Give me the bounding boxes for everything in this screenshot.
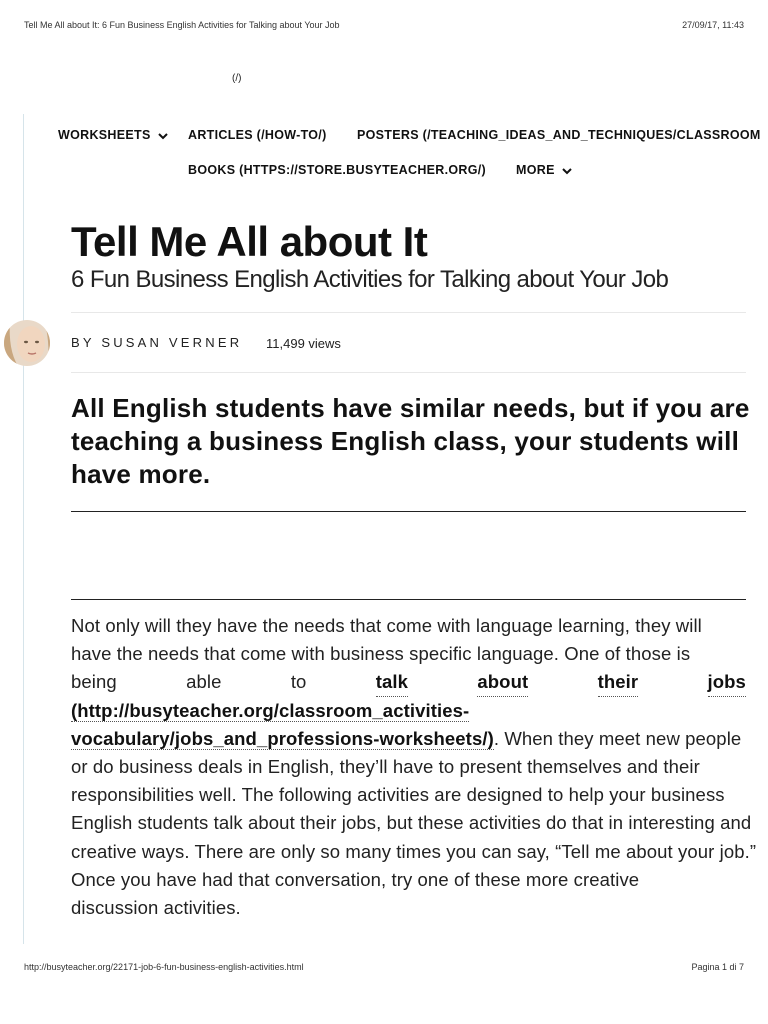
body-line: or do business deals in English, they’ll have to present themselves and their bbox=[71, 755, 700, 777]
print-header-datetime: 27/09/17, 11:43 bbox=[682, 20, 744, 30]
nav-item-books[interactable]: BOOKS (HTTPS://STORE.BUSYTEACHER.ORG/) bbox=[188, 163, 486, 177]
nav-item-posters[interactable]: POSTERS (/TEACHING_IDEAS_AND_TECHNIQUES/CLASSROOM bbox=[357, 128, 761, 142]
jobs-link-word[interactable]: their bbox=[598, 668, 639, 696]
view-count: 11,499 views bbox=[266, 336, 341, 351]
main-nav bbox=[58, 128, 768, 187]
body-text: . When they meet new people bbox=[493, 727, 742, 749]
divider bbox=[71, 312, 746, 313]
jobs-link-url[interactable]: vocabulary/jobs_and_professions-worksheets/) bbox=[71, 727, 494, 749]
nav-row-1 bbox=[58, 128, 768, 152]
word: being bbox=[71, 671, 117, 693]
body-line bbox=[71, 668, 746, 696]
body-line bbox=[71, 697, 768, 725]
article-body bbox=[71, 612, 768, 922]
jobs-link-word[interactable]: about bbox=[477, 668, 528, 696]
word: able bbox=[186, 671, 222, 693]
body-line: responsibilities well. The following activities are designed to help your business bbox=[71, 784, 725, 806]
body-line: discussion activities. bbox=[71, 896, 241, 918]
nav-item-more[interactable] bbox=[516, 163, 572, 177]
print-footer-page: Pagina 1 di 7 bbox=[691, 962, 744, 972]
article-title: Tell Me All about It bbox=[71, 218, 428, 265]
left-border bbox=[23, 114, 24, 944]
print-header-title: Tell Me All about It: 6 Fun Business English Activities for Talking about Your Job bbox=[24, 20, 340, 30]
divider bbox=[71, 372, 746, 373]
chevron-down-icon bbox=[158, 128, 168, 142]
nav-row-2 bbox=[58, 163, 768, 187]
nav-item-articles[interactable]: ARTICLES (/HOW-TO/) bbox=[188, 128, 327, 142]
article-subtitle: 6 Fun Business English Activities for Talking about Your Job bbox=[71, 266, 669, 293]
ad-rule-top bbox=[71, 511, 746, 512]
print-footer-url: http://busyteacher.org/22171-job-6-fun-business-english-activities.html bbox=[24, 962, 304, 972]
nav-label-worksheets: WORKSHEETS bbox=[58, 128, 151, 142]
author-avatar bbox=[4, 320, 50, 366]
home-link[interactable]: (/) bbox=[232, 73, 242, 84]
jobs-link-url[interactable]: (http://busyteacher.org/classroom_activities- bbox=[71, 699, 470, 721]
nav-label-more: MORE bbox=[516, 163, 555, 177]
body-line: Not only will they have the needs that come with language learning, they will bbox=[71, 615, 702, 636]
body-line: Once you have had that conversation, try one of these more creative bbox=[71, 868, 640, 890]
body-line: creative ways. There are only so many times you can say, “Tell me about your job.” bbox=[71, 840, 757, 862]
word: to bbox=[290, 671, 307, 693]
body-line: English students talk about their jobs, but these activities do that in interesting and bbox=[71, 812, 752, 834]
jobs-link-word[interactable]: talk bbox=[376, 668, 408, 696]
ad-rule-bottom bbox=[71, 599, 746, 600]
chevron-down-icon bbox=[562, 163, 572, 177]
body-line bbox=[71, 725, 768, 753]
nav-item-worksheets[interactable] bbox=[58, 128, 168, 142]
author-byline[interactable]: BY SUSAN VERNER bbox=[71, 335, 243, 350]
jobs-link-word[interactable]: jobs bbox=[708, 668, 746, 696]
article-lead: All English students have similar needs, but if you are teaching a business English class, your students will have more. bbox=[71, 393, 750, 489]
body-line: have the needs that come with business specific language. One of those is bbox=[71, 643, 691, 665]
